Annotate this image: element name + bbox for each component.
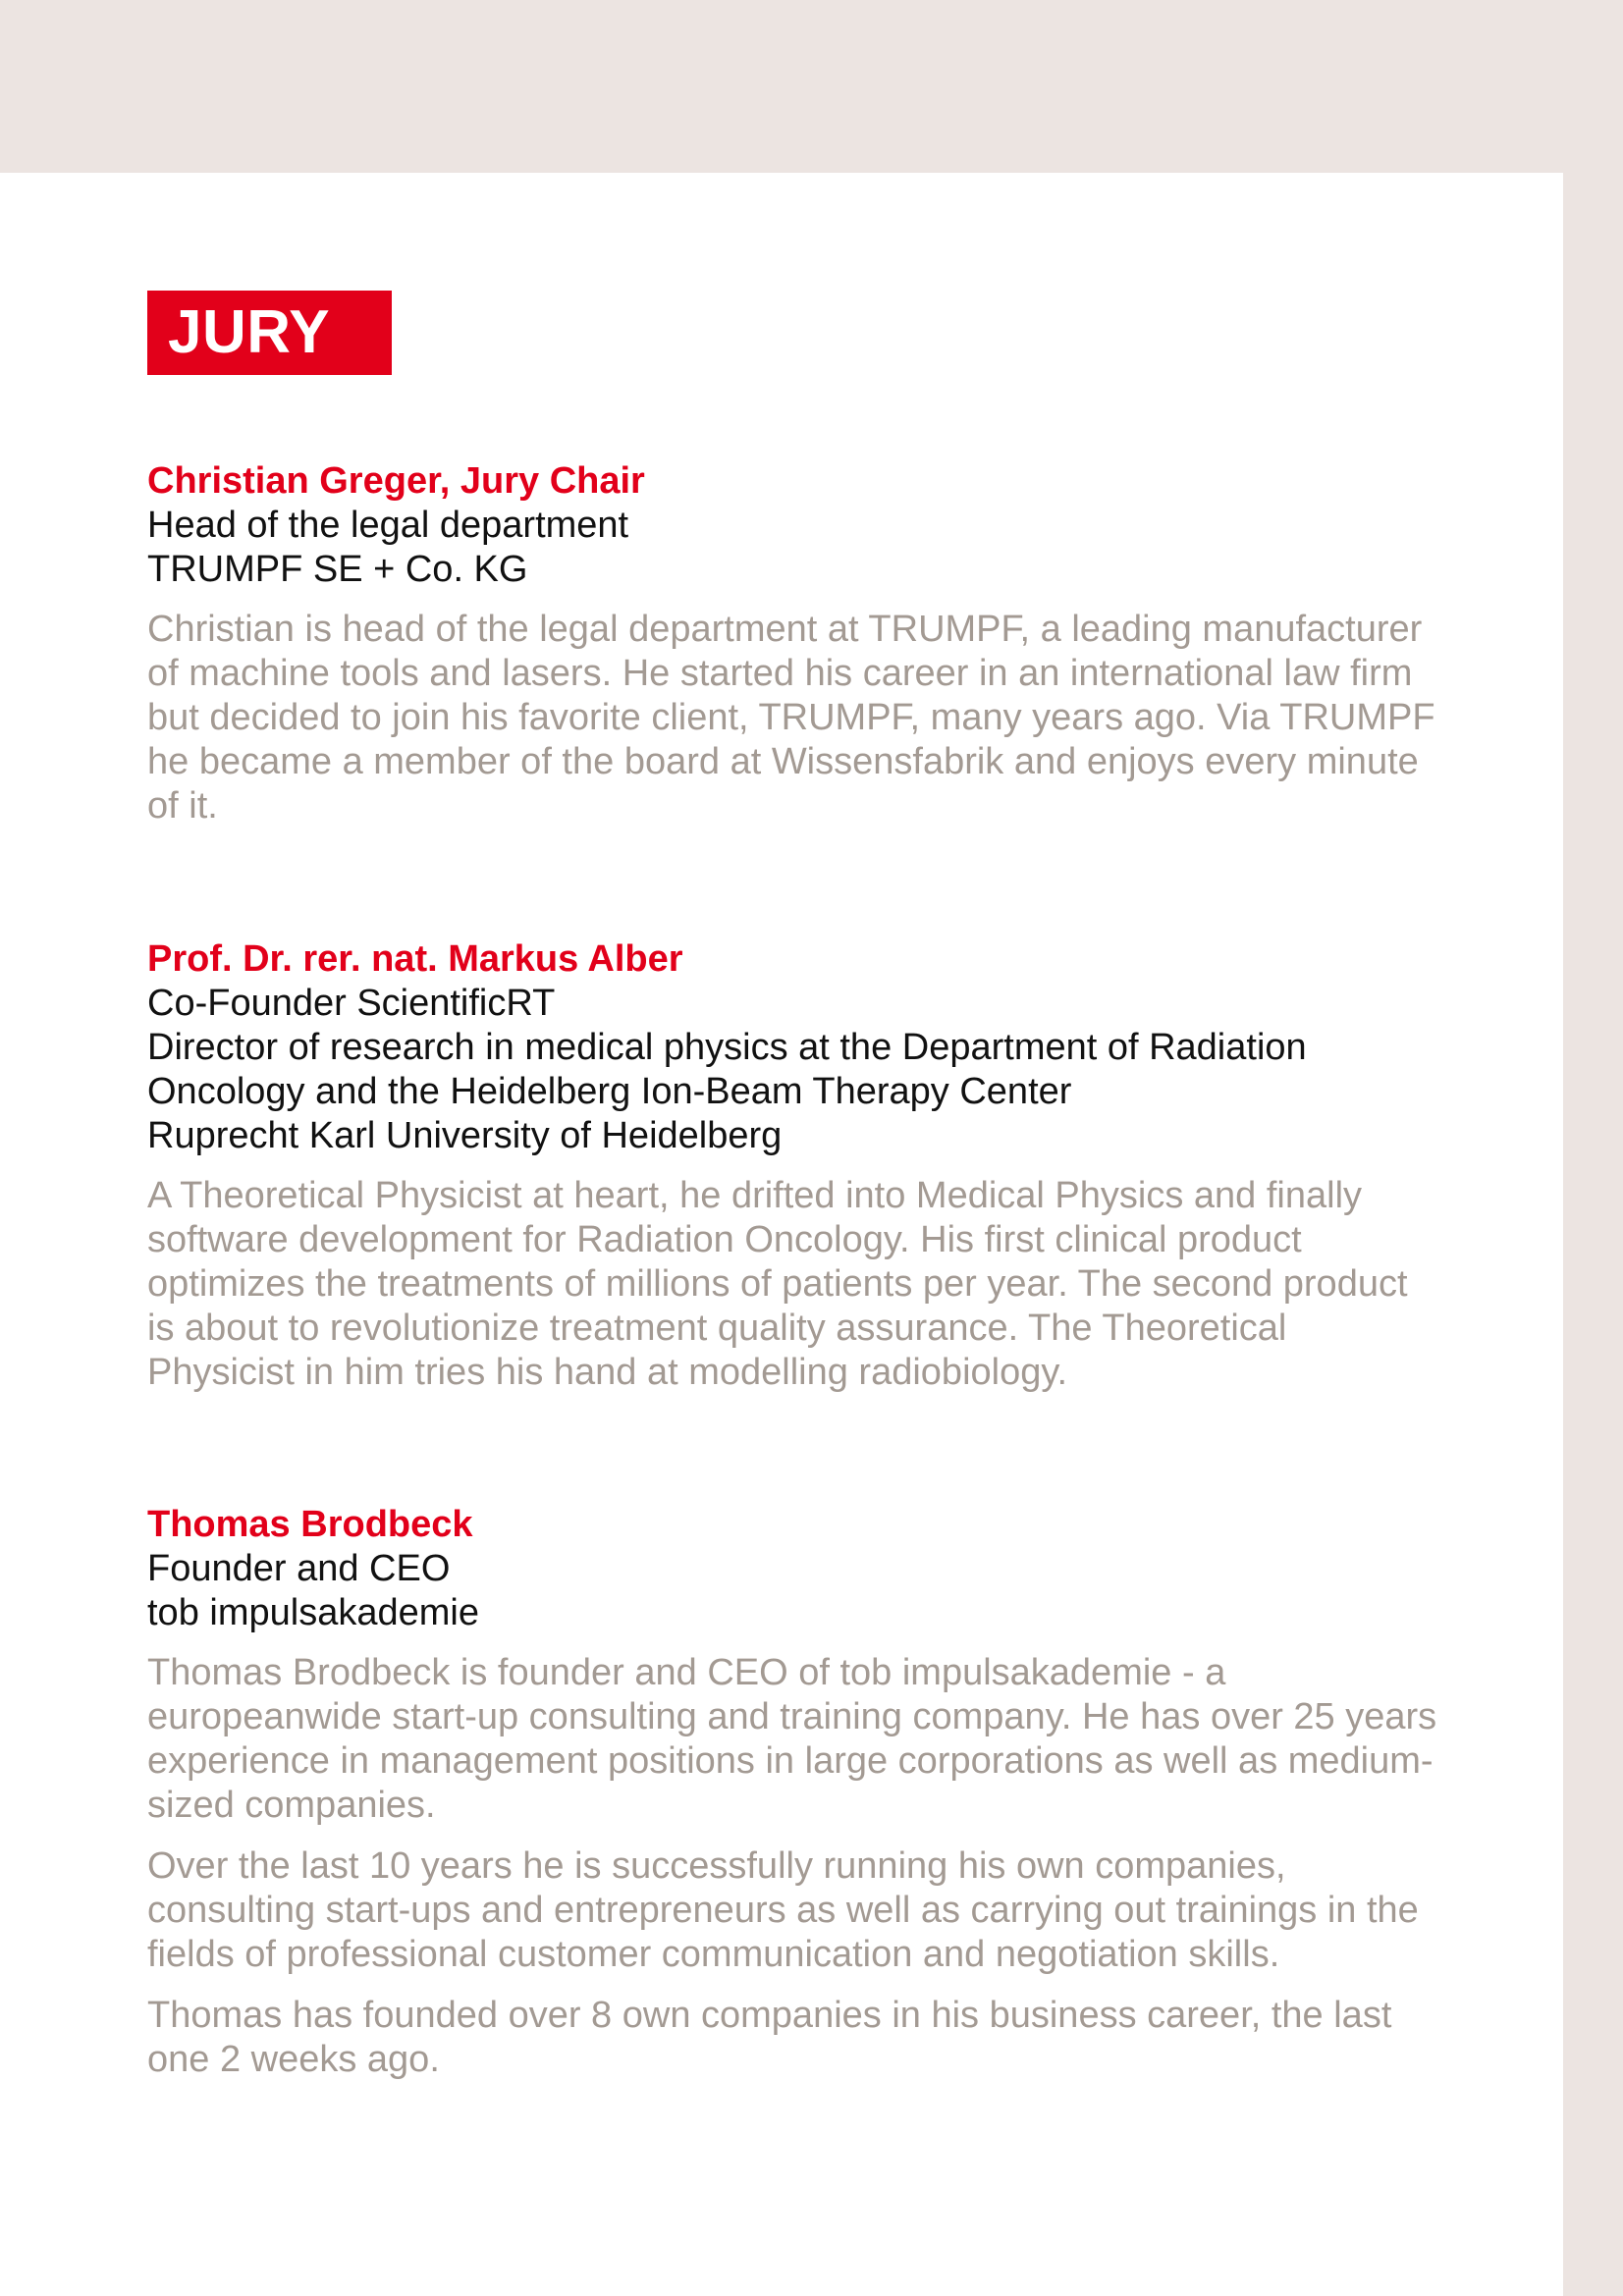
bio-line: of machine tools and lasers. He started his career in an international law firm [147, 653, 1413, 694]
bio-line: europeanwide start-up consulting and training company. He has over 25 years [147, 1696, 1437, 1737]
member-bio-paragraph [147, 1651, 1483, 1828]
member-role-line: Director of research in medical physics at the Department of Radiation [147, 1027, 1307, 1068]
member-bio [147, 608, 1483, 828]
bio-line: of it. [147, 785, 218, 827]
member-name: Thomas Brodbeck [147, 1504, 473, 1545]
bio-line: sized companies. [147, 1785, 436, 1826]
bio-line: Thomas has founded over 8 own companies in his business career, the last [147, 1995, 1392, 2036]
bio-line: Physicist in him tries his hand at modelling radiobiology. [147, 1352, 1068, 1393]
member-role-line: Oncology and the Heidelberg Ion-Beam Therapy Center [147, 1071, 1072, 1112]
bio-line: Thomas Brodbeck is founder and CEO of tob impulsakademie - a [147, 1652, 1226, 1693]
member-bio-paragraph [147, 1994, 1483, 2082]
bio-line: optimizes the treatments of millions of patients per year. The second product [147, 1263, 1408, 1305]
member-name: Christian Greger, Jury Chair [147, 460, 645, 502]
member-bio-paragraph [147, 1844, 1483, 1977]
bio-line: A Theoretical Physicist at heart, he drifted into Medical Physics and finally [147, 1175, 1363, 1216]
bio-line: Christian is head of the legal department at TRUMPF, a leading manufacturer [147, 609, 1423, 650]
member-name: Prof. Dr. rer. nat. Markus Alber [147, 938, 683, 980]
bio-line: but decided to join his favorite client, TRUMPF, many years ago. Via TRUMPF [147, 697, 1435, 738]
bio-line: one 2 weeks ago. [147, 2039, 440, 2080]
bio-line: consulting start-ups and entrepreneurs as well as carrying out trainings in the [147, 1890, 1419, 1931]
bio-line: he became a member of the board at Wissensfabrik and enjoys every minute [147, 741, 1419, 782]
member-role-line: Founder and CEO [147, 1548, 451, 1589]
member-role-line: Co-Founder ScientificRT [147, 983, 556, 1024]
member-bio [147, 1174, 1483, 1395]
jury-member [147, 459, 1483, 828]
bio-line: is about to revolutionize treatment quality assurance. The Theoretical [147, 1308, 1287, 1349]
jury-member [147, 1503, 1483, 2082]
member-role-line: Ruprecht Karl University of Heidelberg [147, 1115, 783, 1156]
jury-member [147, 937, 1483, 1395]
member-role-line: Head of the legal department [147, 505, 629, 546]
bio-line: experience in management positions in large corporations as well as medium- [147, 1740, 1434, 1782]
member-role-line: TRUMPF SE + Co. KG [147, 549, 528, 590]
page-heading: JURY [147, 291, 392, 375]
bio-line: fields of professional customer communication and negotiation skills. [147, 1934, 1280, 1975]
bio-line: Over the last 10 years he is successfully running his own companies, [147, 1845, 1286, 1887]
member-role-line: tob impulsakademie [147, 1592, 479, 1633]
bio-line: software development for Radiation Oncology. His first clinical product [147, 1219, 1302, 1260]
